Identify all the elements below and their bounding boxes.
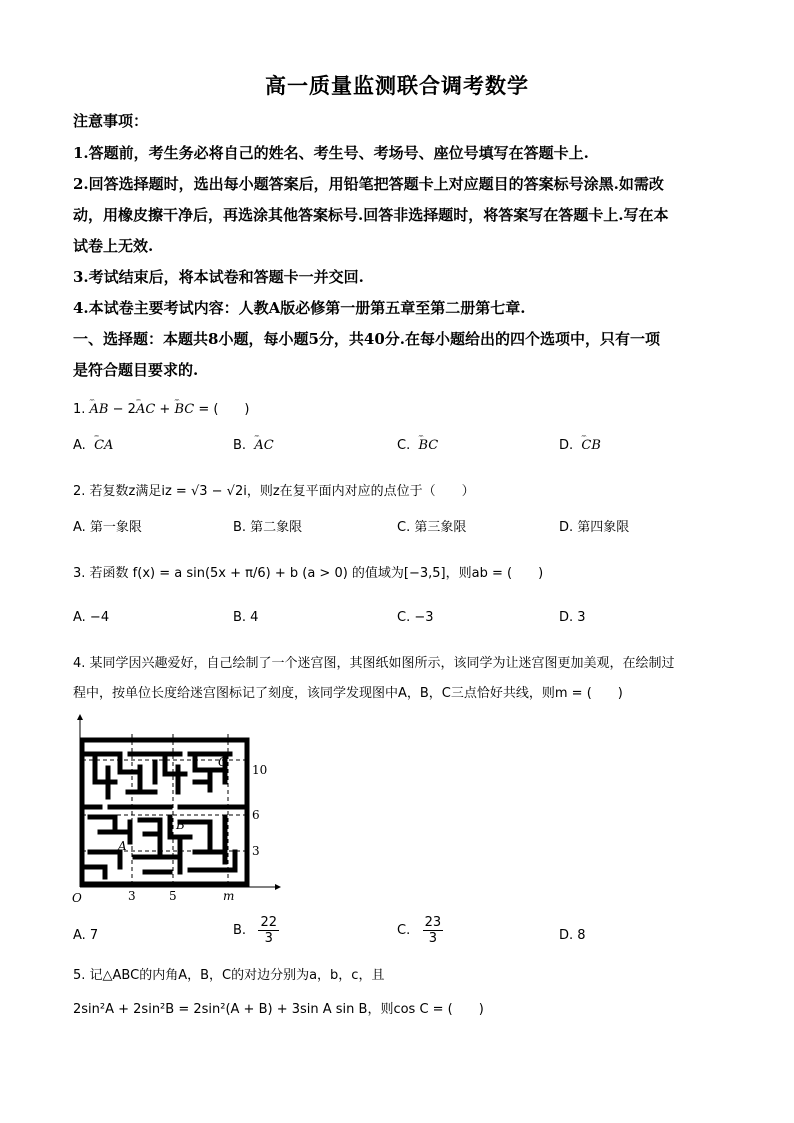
question-3: 3. 若函数 f(x) = a sin(5x + π/6) + b (a > 0) 的值域为[−3,5]，则ab = ( ) (73, 566, 544, 581)
option-d: D. 8 (559, 928, 586, 943)
fraction (258, 915, 279, 946)
option-d (559, 438, 601, 453)
option-label: A. (73, 438, 86, 453)
question-5-cont: 2sin²A + 2sin²B = 2sin²(A + B) + 3sin A sin B，则cos C = ( ) (73, 1002, 484, 1017)
option-d: D. 3 (559, 610, 586, 625)
vector-ac: ꞈꞈꞈ AC (136, 402, 155, 417)
numerator: 22 (260, 915, 278, 930)
origin-label: O (72, 891, 82, 905)
option-vector: ꞈꞈꞈ BC (418, 438, 438, 453)
numerator: 23 (424, 915, 442, 930)
option-label: B. (233, 438, 247, 453)
y-tick-10: 10 (252, 763, 268, 777)
option-vector: ꞈꞈꞈ AC (254, 438, 273, 453)
operator-text: − 2 (108, 402, 136, 417)
x-tick-m: m (223, 889, 235, 903)
notice-item: 1.答题前，考生务必将自己的姓名、考生号、考场号、座位号填写在答题卡上. (73, 144, 589, 162)
question-2: 2. 若复数z满足iz = √3 − √2i，则z在复平面内对应的点位于（ ） (73, 484, 475, 499)
answer-blank: = ( ) (194, 402, 250, 417)
option-b: B. 第二象限 (233, 520, 303, 535)
notice-item: 3.考试结束后，将本试卷和答题卡一并交回. (73, 268, 364, 286)
option-a (73, 438, 113, 453)
section-heading: 一、选择题：本题共8小题，每小题5分，共40分.在每小题给出的四个选项中，只有一项 (73, 330, 660, 348)
option-c (397, 438, 438, 453)
option-vector: ꞈꞈꞈ CB (581, 438, 601, 453)
point-a: A (118, 839, 127, 853)
y-axis-arrow (77, 714, 83, 720)
denominator: 3 (264, 931, 273, 946)
option-b (233, 438, 274, 453)
question-4: 4. 某同学因兴趣爱好，自己绘制了一个迷宫图，其图纸如图所示，该同学为让迷宫图更加美观，在绘制过 (73, 656, 675, 671)
notice-heading: 注意事项： (73, 112, 149, 130)
option-c: C. 第三象限 (397, 520, 467, 535)
option-c: C. −3 (397, 610, 434, 625)
y-tick-3: 3 (252, 844, 260, 858)
question-number: 1. (73, 402, 86, 417)
option-c (397, 915, 443, 946)
x-tick-3: 3 (128, 889, 136, 903)
option-vector: ꞈꞈꞈ CA (94, 438, 113, 453)
question-5: 5. 记△ABC的内角A，B，C的对边分别为a，b，c，且 (73, 968, 385, 983)
operator-text: + (155, 402, 175, 417)
y-tick-6: 6 (252, 808, 260, 822)
option-label: C. (397, 923, 411, 938)
notice-item: 试卷上无效. (73, 237, 154, 255)
question-4-cont: 程中，按单位长度给迷宫图标记了刻度，该同学发现图中A，B，C三点恰好共线，则m = ( ) (73, 686, 623, 701)
option-a: A. −4 (73, 610, 110, 625)
denominator: 3 (428, 931, 438, 946)
point-c: C (218, 755, 228, 769)
option-label: C. (397, 438, 411, 453)
option-b: B. 4 (233, 610, 259, 625)
point-b: B (176, 818, 185, 832)
x-tick-5: 5 (169, 889, 177, 903)
option-a: A. 第一象限 (73, 520, 142, 535)
option-b (233, 915, 279, 946)
vector-bc: ꞈꞈꞈ BC (174, 402, 194, 417)
fraction (423, 915, 444, 946)
x-axis-arrow (275, 884, 281, 890)
notice-item: 2.回答选择题时，选出每小题答案后，用铅笔把答题卡上对应题目的答案标号涂黑.如需改 (73, 175, 664, 193)
option-label: D. (559, 438, 574, 453)
vector-ab: ꞈꞈꞈ AB (90, 402, 109, 417)
notice-item: 4.本试卷主要考试内容：人教A版必修第一册第五章至第二册第七章. (73, 299, 526, 317)
notice-item: 动，用橡皮擦干净后，再选涂其他答案标号.回答非选择题时，将答案写在答题卡上.写在本 (73, 206, 669, 224)
page-title: 高一质量监测联合调考数学 (265, 73, 529, 98)
option-a: A. 7 (73, 928, 99, 943)
question-1 (73, 398, 250, 417)
section-heading-cont: 是符合题目要求的. (73, 361, 199, 379)
option-label: B. (233, 923, 247, 938)
option-d: D. 第四象限 (559, 520, 630, 535)
maze-figure (60, 712, 290, 907)
